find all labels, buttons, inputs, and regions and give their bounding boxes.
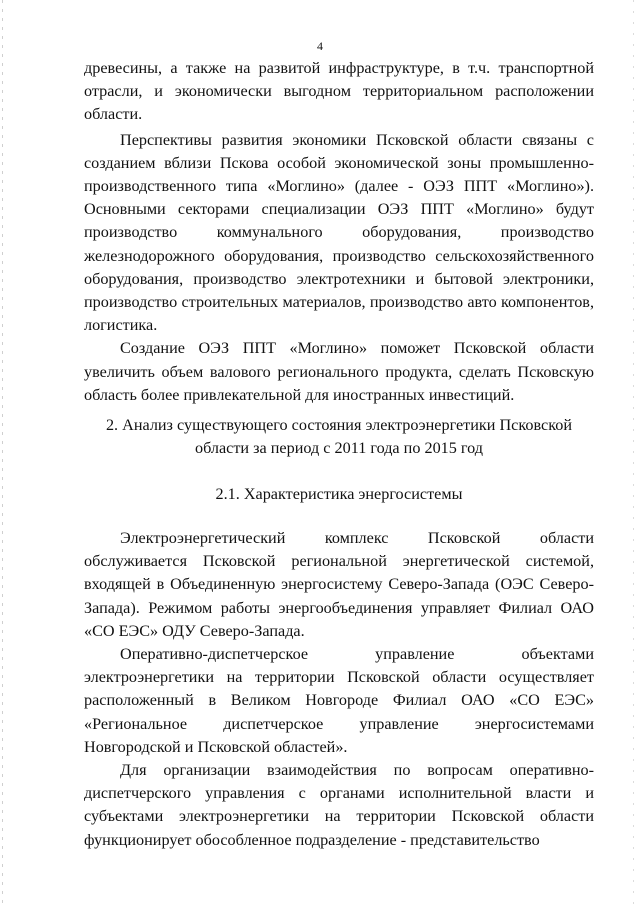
- intro-paragraph: древесины, а также на развитой инфраструктуре, в т.ч. транспортной отрасли, и экономически выгодном территориальном расположении области.: [84, 59, 594, 124]
- scan-edge-right: [633, 0, 634, 905]
- dispatch-paragraph: Оперативно-диспетчерское управление объектами электроэнергетики на территории Псковской области осуществляет расположенный в Великом Новгороде Филиал ОАО «СО ЕЭС» «Региональное диспетчерское управление энергосистемами Новгородской и Псковской областей».: [84, 645, 594, 756]
- creation-paragraph: Создание ОЭЗ ППТ «Моглино» поможет Псковской области увеличить объем валового регионального продукта, сделать Псковскую область более привлекательной для иностранных инвестиций.: [84, 339, 594, 404]
- perspectives-paragraph: Перспективы развития экономики Псковской области связаны с созданием вблизи Пскова особой экономической зоны промышленно-производственного типа «Моглино» (далее - ОЭЗ ППТ «Моглино»). Основными секторами специализации ОЭЗ ППТ «Моглино» будут производство коммунального оборудования, производство железнодорожного оборудования, производство сельскохозяйственного оборудования, производство электротехники и бытовой электроники, производство строительных материалов, производство авто компонентов, логистика.: [84, 130, 594, 335]
- cooperation-paragraph: Для организации взаимодействия по вопросам оперативно-диспетчерского управления с органами исполнительной власти и субъектами электроэнергетики на территории Псковской области функционирует обособленное подразделение - представительство: [84, 761, 594, 849]
- subsection-heading-text: 2.1. Характеристика энергосистемы: [215, 485, 463, 503]
- body-text-bottom: [84, 527, 594, 852]
- section-heading: [84, 414, 594, 460]
- body-text-top: [84, 57, 594, 407]
- complex-paragraph: Электроэнергетический комплекс Псковской области обслуживается Псковской региональной энергетической системой, входящей в Объединенную энергосистему Северо-Запада (ОЭС Северо-Запада). Режимом работы энергообъединения управляет Филиал ОАО «СО ЕЭС» ОДУ Северо-Запада.: [84, 529, 594, 640]
- subsection-heading: [84, 483, 594, 506]
- scan-edge-left: [2, 0, 3, 905]
- page-number: 4: [317, 39, 323, 53]
- section-heading-line1: 2. Анализ существующего состояния электроэнергетики Псковской: [105, 416, 573, 434]
- section-heading-line2: области за период с 2011 года по 2015 год: [194, 439, 483, 458]
